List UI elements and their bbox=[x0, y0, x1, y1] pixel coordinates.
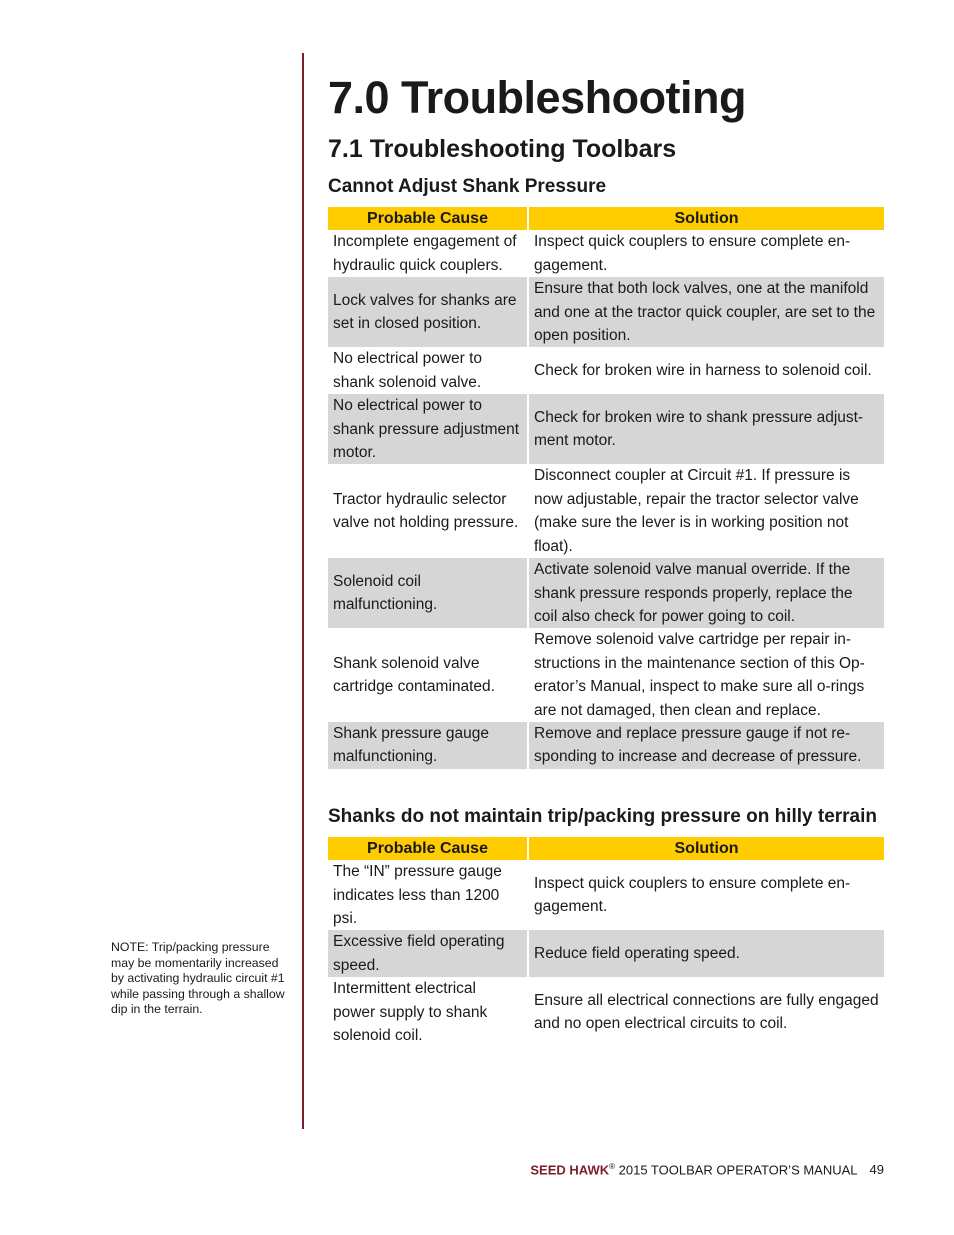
table-row bbox=[328, 464, 884, 558]
cause-cell: No electrical power to shank pressure adjustment motor. bbox=[328, 394, 527, 464]
cause-cell: The “IN” pressure gauge indicates less than 1200 psi. bbox=[333, 863, 502, 927]
table1-header-solution: Solution bbox=[529, 207, 884, 230]
table-row bbox=[328, 930, 884, 977]
main-content bbox=[328, 70, 884, 1047]
solution-cell: Check for broken wire to shank pressure adjust-ment motor. bbox=[529, 394, 884, 464]
table2-header-cause: Probable Cause bbox=[328, 837, 527, 860]
cause-cell: Tractor hydraulic selector valve not holding pressure. bbox=[333, 490, 519, 532]
page-footer bbox=[530, 1162, 884, 1177]
margin-rule bbox=[302, 53, 304, 1129]
table-row bbox=[328, 347, 884, 394]
cause-cell: Lock valves for shanks are set in closed position. bbox=[328, 277, 527, 347]
solution-cell: Ensure that both lock valves, one at the manifold and one at the tractor quick coupler, are set to the open position. bbox=[529, 277, 884, 347]
side-note: NOTE: Trip/packing pressure may be momentarily increased by activating hydraulic circuit #1 while passing through a shallow dip in the terrain. bbox=[111, 940, 285, 1016]
solution-cell: Activate solenoid valve manual override. If the shank pressure responds properly, replace the coil also check for power going to coil. bbox=[529, 558, 884, 628]
table-row bbox=[328, 277, 884, 347]
solution-cell: Remove and replace pressure gauge if not re-sponding to increase and decrease of pressure. bbox=[529, 722, 884, 769]
solution-cell: Inspect quick couplers to ensure complete en-gagement. bbox=[534, 233, 851, 274]
cause-cell: Intermittent electrical power supply to shank solenoid coil. bbox=[333, 980, 488, 1044]
footer-brand: SEED HAWK bbox=[530, 1162, 610, 1178]
section-title: 7.1 Troubleshooting Toolbars bbox=[328, 135, 677, 163]
footer-registered-mark: ® bbox=[609, 1162, 616, 1171]
solution-cell: Reduce field operating speed. bbox=[529, 930, 884, 977]
solution-cell: Inspect quick couplers to ensure complete en-gagement. bbox=[534, 874, 851, 916]
cause-cell: Excessive field operating speed. bbox=[328, 930, 527, 977]
cause-cell: No electrical power to shank solenoid valve. bbox=[333, 350, 483, 391]
troubleshooting-table-1 bbox=[326, 207, 886, 769]
table-row bbox=[328, 230, 884, 277]
solution-cell: Disconnect coupler at Circuit #1. If pressure is now adjustable, repair the tractor selector valve (make sure the lever is in working position not float). bbox=[534, 467, 859, 555]
table-row bbox=[328, 722, 884, 769]
footer-manual-title: 2015 TOOLBAR OPERATOR’S MANUAL bbox=[615, 1162, 858, 1178]
cause-cell: Shank pressure gauge malfunctioning. bbox=[328, 722, 527, 769]
cause-cell: Shank solenoid valve cartridge contaminated. bbox=[333, 654, 495, 696]
table-row bbox=[328, 977, 884, 1047]
table1-header-cause: Probable Cause bbox=[328, 207, 527, 230]
solution-cell: Remove solenoid valve cartridge per repair in-structions in the maintenance section of this Op-erator’s Manual, inspect to make sure all o-rings are not damaged, then clean and replace. bbox=[534, 631, 865, 719]
solution-cell: Ensure all electrical connections are fully engaged and no open electrical circuits to coil. bbox=[534, 991, 879, 1033]
cause-cell: Incomplete engagement of hydraulic quick couplers. bbox=[333, 233, 517, 274]
table-row bbox=[328, 628, 884, 722]
table-row bbox=[328, 394, 884, 464]
troubleshooting-table-2 bbox=[326, 837, 886, 1048]
solution-cell: Check for broken wire in harness to solenoid coil. bbox=[534, 362, 872, 380]
cause-cell: Solenoid coil malfunctioning. bbox=[328, 558, 527, 628]
table-row bbox=[328, 860, 884, 930]
table2-heading: Shanks do not maintain trip/packing pressure on hilly terrain bbox=[328, 805, 877, 827]
table-row bbox=[328, 558, 884, 628]
page-number: 49 bbox=[869, 1162, 884, 1178]
table1-heading: Cannot Adjust Shank Pressure bbox=[328, 176, 607, 197]
page-title: 7.0 Troubleshooting bbox=[328, 72, 747, 123]
table2-header-solution: Solution bbox=[529, 837, 884, 860]
